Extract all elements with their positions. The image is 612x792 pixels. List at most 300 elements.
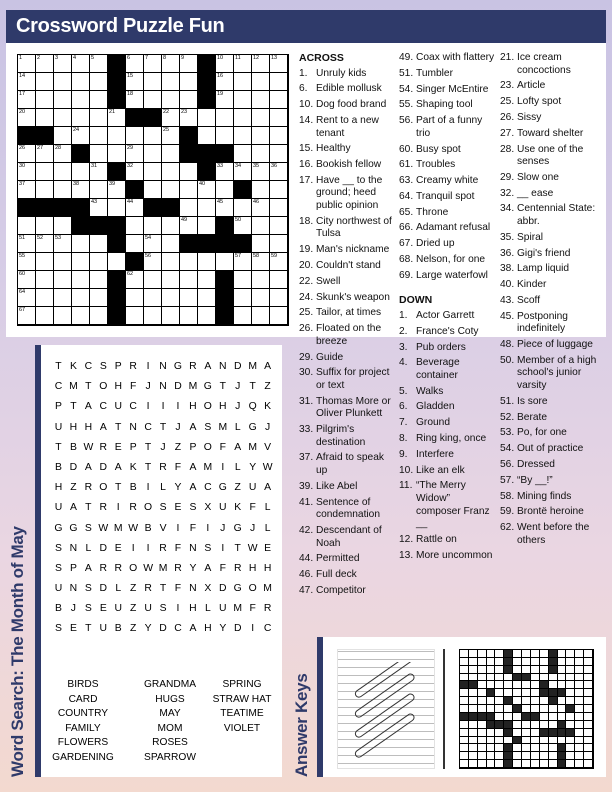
wordsearch-letter: M — [233, 603, 243, 615]
crossword-cell[interactable] — [216, 253, 234, 271]
crossword-cell[interactable] — [216, 127, 234, 145]
crossword-cell[interactable] — [72, 109, 90, 127]
crossword-cell[interactable] — [162, 289, 180, 307]
crossword-cell[interactable] — [72, 289, 90, 307]
wordsearch-letter: T — [115, 482, 122, 494]
crossword-cell[interactable] — [144, 73, 162, 91]
crossword-cell[interactable] — [234, 55, 252, 73]
wordsearch-letter: D — [174, 381, 182, 393]
crossword-cell[interactable] — [270, 199, 288, 217]
crossword-cell[interactable] — [36, 73, 54, 91]
answer-key-cell — [584, 729, 593, 737]
answer-key-cell — [495, 721, 504, 729]
wordsearch-letter: J — [220, 522, 226, 534]
crossword-cell[interactable] — [126, 235, 144, 253]
answer-key-cell — [549, 737, 558, 745]
crossword-cell[interactable] — [54, 271, 72, 289]
clue-text: Article — [517, 80, 546, 92]
answer-key-cell — [487, 666, 496, 674]
crossword-cell[interactable] — [144, 163, 162, 181]
crossword-cell[interactable] — [144, 271, 162, 289]
crossword-cell[interactable] — [108, 109, 126, 127]
crossword-cell[interactable] — [216, 91, 234, 109]
crossword-cell[interactable] — [126, 55, 144, 73]
crossword-cell[interactable] — [18, 235, 36, 253]
clue-number: 28 — [55, 145, 62, 151]
crossword-cell[interactable] — [72, 163, 90, 181]
clue-number: 20. — [299, 260, 314, 271]
crossword-cell[interactable] — [18, 91, 36, 109]
crossword-cell[interactable] — [198, 307, 216, 325]
answer-key-cell — [460, 705, 469, 713]
clue-number: 11. — [399, 480, 413, 492]
wordsearch-row — [51, 519, 275, 539]
crossword-cell[interactable] — [126, 163, 144, 181]
crossword-cell[interactable] — [180, 55, 198, 73]
crossword-cell[interactable] — [72, 253, 90, 271]
wordsearch-letter: M — [248, 441, 257, 453]
wordsearch-letter: S — [159, 502, 167, 514]
crossword-cell[interactable] — [234, 199, 252, 217]
crossword-cell[interactable] — [252, 235, 270, 253]
crossword-cell[interactable] — [72, 181, 90, 199]
clue-number: 58. — [500, 490, 515, 502]
clue — [399, 144, 497, 157]
crossword-cell[interactable] — [54, 55, 72, 73]
crossword-cell[interactable] — [252, 253, 270, 271]
crossword-cell[interactable] — [90, 109, 108, 127]
answer-key-cell — [540, 674, 549, 682]
black-cell — [108, 55, 126, 73]
answer-key-cell — [522, 697, 531, 705]
wordsearch-letter: G — [248, 421, 257, 433]
crossword-cell[interactable] — [270, 235, 288, 253]
crossword-cell[interactable] — [162, 253, 180, 271]
crossword-cell[interactable] — [198, 109, 216, 127]
wordsearch-letter: M — [113, 522, 123, 534]
crossword-cell[interactable] — [252, 307, 270, 325]
clue-number: 21. — [500, 52, 515, 63]
crossword-cell[interactable] — [270, 73, 288, 91]
crossword-cell[interactable] — [144, 289, 162, 307]
crossword-cell[interactable] — [198, 181, 216, 199]
crossword-cell[interactable] — [144, 55, 162, 73]
crossword-cell[interactable] — [54, 127, 72, 145]
crossword-cell[interactable] — [234, 163, 252, 181]
crossword-cell[interactable] — [72, 73, 90, 91]
answer-key-cell — [566, 713, 575, 721]
crossword-cell[interactable] — [252, 109, 270, 127]
black-cell — [216, 235, 234, 253]
wordsearch-letter: R — [129, 502, 137, 514]
crossword-cell[interactable] — [216, 163, 234, 181]
crossword-cell[interactable] — [36, 163, 54, 181]
wordsearch-letter: R — [159, 461, 167, 473]
crossword-cell[interactable] — [180, 73, 198, 91]
crossword-cell[interactable] — [234, 127, 252, 145]
crossword-cell[interactable] — [198, 217, 216, 235]
answer-key-cell — [549, 666, 558, 674]
crossword-cell[interactable] — [162, 55, 180, 73]
crossword-cell[interactable] — [108, 253, 126, 271]
wordsearch-letter: S — [84, 583, 92, 595]
crossword-cell[interactable] — [162, 307, 180, 325]
black-cell — [216, 289, 234, 307]
clue-number: 14. — [299, 114, 314, 126]
wordsearch-letter: I — [131, 542, 135, 554]
crossword-cell[interactable] — [252, 55, 270, 73]
clue-text: Troubles — [416, 159, 456, 171]
crossword-cell[interactable] — [18, 163, 36, 181]
crossword-cell[interactable] — [252, 217, 270, 235]
crossword-cell[interactable] — [54, 253, 72, 271]
crossword-cell[interactable] — [234, 145, 252, 163]
crossword-cell[interactable] — [198, 253, 216, 271]
crossword-cell[interactable] — [234, 289, 252, 307]
answer-key-cell — [460, 689, 469, 697]
crossword-cell[interactable] — [54, 217, 72, 235]
crossword-cell[interactable] — [54, 181, 72, 199]
crossword-cell[interactable] — [234, 253, 252, 271]
clue — [500, 52, 604, 77]
clue-number: 21 — [109, 109, 116, 115]
wordsearch-letter: Z — [129, 603, 137, 615]
answer-key-cell — [540, 705, 549, 713]
crossword-cell[interactable] — [36, 217, 54, 235]
answer-key-cell — [495, 729, 504, 737]
crossword-cell[interactable] — [198, 271, 216, 289]
crossword-cell[interactable] — [270, 181, 288, 199]
crossword-cell[interactable] — [54, 73, 72, 91]
crossword-cell[interactable] — [18, 271, 36, 289]
crossword-cell[interactable] — [162, 271, 180, 289]
clue-number: 54 — [145, 235, 152, 241]
crossword-cell[interactable] — [36, 181, 54, 199]
answer-key-cell — [495, 666, 504, 674]
answer-key-cell — [522, 658, 531, 666]
crossword-cell[interactable] — [234, 109, 252, 127]
crossword-cell[interactable] — [180, 109, 198, 127]
crossword-cell[interactable] — [72, 127, 90, 145]
clue-number: 56 — [145, 253, 152, 259]
answer-key-cell — [549, 697, 558, 705]
clue-number: 64. — [399, 190, 414, 202]
crossword-cell[interactable] — [162, 217, 180, 235]
black-cell — [234, 181, 252, 199]
crossword-cell[interactable] — [126, 91, 144, 109]
crossword-cell[interactable] — [90, 199, 108, 217]
answer-key-cell — [460, 650, 469, 658]
crossword-cell[interactable] — [252, 73, 270, 91]
crossword-cell[interactable] — [144, 181, 162, 199]
crossword-cell[interactable] — [252, 181, 270, 199]
crossword-cell[interactable] — [162, 91, 180, 109]
crossword-cell[interactable] — [180, 271, 198, 289]
crossword-cell[interactable] — [162, 127, 180, 145]
crossword-cell[interactable] — [252, 199, 270, 217]
crossword-cell[interactable] — [90, 91, 108, 109]
crossword-cell[interactable] — [90, 181, 108, 199]
crossword-cell[interactable] — [180, 199, 198, 217]
crossword-cell[interactable] — [18, 289, 36, 307]
crossword-cell[interactable] — [72, 91, 90, 109]
crossword-cell[interactable] — [216, 73, 234, 91]
crossword-cell[interactable] — [126, 127, 144, 145]
crossword-cell[interactable] — [90, 271, 108, 289]
wordsearch-letter: H — [248, 562, 257, 574]
crossword-cell[interactable] — [162, 163, 180, 181]
crossword-cell[interactable] — [270, 253, 288, 271]
wordsearch-letter: A — [189, 482, 197, 494]
clue — [399, 84, 497, 97]
crossword-cell[interactable] — [54, 109, 72, 127]
clue-number: 13. — [399, 549, 414, 561]
crossword-cell[interactable] — [180, 307, 198, 325]
crossword-cell[interactable] — [18, 109, 36, 127]
crossword-cell[interactable] — [36, 55, 54, 73]
wordsearch-letter: H — [219, 401, 227, 413]
crossword-cell[interactable] — [90, 307, 108, 325]
clue-number: 23 — [181, 109, 188, 115]
answer-key-cell — [558, 658, 567, 666]
answer-key-cell — [531, 666, 540, 674]
clue-text: Man's nickname — [316, 244, 390, 256]
answer-key-cell — [513, 681, 522, 689]
wordsearch-letter: W — [98, 522, 109, 534]
crossword-cell[interactable] — [54, 307, 72, 325]
crossword-cell[interactable] — [162, 235, 180, 253]
answer-key-cell — [504, 760, 513, 768]
crossword-cell[interactable] — [18, 217, 36, 235]
wordsearch-letter: G — [54, 522, 63, 534]
clue-text: Ice cream concoctions — [517, 52, 571, 76]
crossword-cell[interactable] — [54, 145, 72, 163]
crossword-cell[interactable] — [180, 91, 198, 109]
clue-text: “By __!” — [517, 474, 553, 486]
crossword-cell[interactable] — [36, 307, 54, 325]
crossword-cell[interactable] — [144, 145, 162, 163]
answer-key-cell — [540, 697, 549, 705]
wordsearch-letter: U — [54, 502, 63, 514]
crossword-cell[interactable] — [252, 145, 270, 163]
answer-key-cell — [478, 713, 487, 721]
crossword-cell[interactable] — [90, 253, 108, 271]
crossword-cell[interactable] — [90, 235, 108, 253]
crossword-cell[interactable] — [270, 217, 288, 235]
clue-number: 53. — [500, 427, 515, 439]
crossword-cell[interactable] — [108, 181, 126, 199]
crossword-cell[interactable] — [90, 145, 108, 163]
clue-text: Sissy — [517, 111, 542, 123]
crossword-cell[interactable] — [90, 127, 108, 145]
crossword-cell[interactable] — [126, 217, 144, 235]
crossword-cell[interactable] — [270, 163, 288, 181]
crossword-cell[interactable] — [162, 145, 180, 163]
wordsearch-letter: H — [204, 623, 212, 635]
wordsearch-letter: R — [174, 562, 182, 574]
crossword-cell[interactable] — [126, 289, 144, 307]
wordsearch-letter: R — [233, 562, 242, 574]
crossword-cell[interactable] — [270, 271, 288, 289]
crossword-cell[interactable] — [180, 181, 198, 199]
crossword-cell[interactable] — [180, 253, 198, 271]
answer-key-cell — [531, 713, 540, 721]
answer-key-cell — [531, 689, 540, 697]
clue-text: Ring king, once — [416, 433, 487, 444]
wordsearch-letter: O — [99, 482, 108, 494]
crossword-cell[interactable] — [18, 55, 36, 73]
crossword-cell[interactable] — [126, 145, 144, 163]
crossword-cell[interactable] — [126, 271, 144, 289]
crossword-cell[interactable] — [216, 181, 234, 199]
answer-key-cell — [513, 674, 522, 682]
crossword-cell[interactable] — [198, 199, 216, 217]
wordsearch-letter: E — [264, 542, 272, 554]
crossword-cell[interactable] — [198, 127, 216, 145]
crossword-cell[interactable] — [198, 289, 216, 307]
crossword-cell[interactable] — [36, 109, 54, 127]
crossword-cell[interactable] — [144, 307, 162, 325]
crossword-cell[interactable] — [144, 127, 162, 145]
crossword-cell[interactable] — [54, 163, 72, 181]
crossword-cell[interactable] — [270, 289, 288, 307]
clue-number: 35. — [500, 231, 515, 243]
clue-number: 10. — [299, 99, 314, 111]
crossword-cell[interactable] — [252, 271, 270, 289]
crossword-cell[interactable] — [180, 163, 198, 181]
wordsearch-word: COUNTRY — [57, 708, 109, 719]
crossword-cell[interactable] — [36, 91, 54, 109]
clue-text: Gigi's friend — [517, 247, 571, 259]
crossword-cell[interactable] — [162, 73, 180, 91]
wordsearch-letter: A — [204, 361, 212, 372]
crossword-cell[interactable] — [108, 127, 126, 145]
clue — [500, 475, 604, 488]
wordsearch-letter: A — [189, 623, 197, 635]
crossword-cell[interactable] — [144, 91, 162, 109]
crossword-cell[interactable] — [18, 73, 36, 91]
crossword-cell[interactable] — [144, 217, 162, 235]
clue — [299, 424, 395, 449]
wordsearch-letter: K — [129, 461, 137, 473]
crossword-cell[interactable] — [72, 235, 90, 253]
crossword-cell[interactable] — [270, 55, 288, 73]
answer-key-cell — [469, 681, 478, 689]
crossword-cell[interactable] — [72, 271, 90, 289]
crossword-cell[interactable] — [216, 199, 234, 217]
wordsearch-letter: Z — [129, 623, 137, 635]
wordsearch-letter: I — [146, 361, 150, 372]
crossword-cell[interactable] — [54, 91, 72, 109]
crossword-cell[interactable] — [144, 235, 162, 253]
clue-number: 26. — [299, 323, 314, 335]
crossword-cell[interactable] — [18, 253, 36, 271]
answer-key-cell — [558, 721, 567, 729]
clue — [399, 386, 497, 399]
crossword-cell[interactable] — [108, 145, 126, 163]
crossword-cell[interactable] — [72, 55, 90, 73]
wordsearch-letter: Y — [189, 562, 197, 574]
crossword-cell[interactable] — [234, 91, 252, 109]
crossword-cell[interactable] — [36, 253, 54, 271]
crossword-cell[interactable] — [252, 163, 270, 181]
answer-key-cell — [487, 650, 496, 658]
crossword-cell[interactable] — [108, 199, 126, 217]
crossword-cell[interactable] — [180, 217, 198, 235]
clue-text: Mining finds — [517, 490, 572, 502]
crossword-cell[interactable] — [36, 235, 54, 253]
crossword-cell[interactable] — [162, 109, 180, 127]
wordsearch-letter: I — [161, 401, 165, 413]
crossword-cell[interactable] — [270, 145, 288, 163]
clue — [399, 326, 497, 339]
crossword-cell[interactable] — [90, 55, 108, 73]
clue — [500, 339, 604, 352]
crossword-cell[interactable] — [54, 235, 72, 253]
crossword-cell[interactable] — [270, 109, 288, 127]
crossword-cell[interactable] — [252, 91, 270, 109]
answer-key-cell — [478, 752, 487, 760]
crossword-cell[interactable] — [252, 289, 270, 307]
clue-text: City northwest of Tulsa — [316, 215, 392, 240]
crossword-cell[interactable] — [90, 73, 108, 91]
crossword-cell[interactable] — [126, 199, 144, 217]
clue-number: 24 — [73, 127, 80, 133]
crossword-cell[interactable] — [144, 253, 162, 271]
crossword-cell[interactable] — [270, 127, 288, 145]
wordsearch-letter: X — [204, 583, 212, 595]
answer-key-cell — [513, 729, 522, 737]
answer-key-cell — [495, 705, 504, 713]
wordsearch-letter: O — [203, 441, 212, 453]
wordsearch-letter: K — [69, 361, 77, 372]
crossword-cell[interactable] — [18, 181, 36, 199]
clue-number: 32. — [500, 187, 515, 199]
answer-key-cell — [522, 721, 531, 729]
crossword-cell[interactable] — [234, 307, 252, 325]
crossword-cell[interactable] — [90, 163, 108, 181]
crossword-cell[interactable] — [162, 181, 180, 199]
crossword-cell[interactable] — [126, 307, 144, 325]
crossword-cell[interactable] — [36, 145, 54, 163]
crossword-cell[interactable] — [72, 307, 90, 325]
crossword-cell[interactable] — [90, 289, 108, 307]
crossword-cell[interactable] — [270, 307, 288, 325]
crossword-cell[interactable] — [216, 109, 234, 127]
answer-key-cell — [531, 674, 540, 682]
crossword-cell[interactable] — [36, 289, 54, 307]
black-cell — [162, 199, 180, 217]
crossword-cell[interactable] — [270, 91, 288, 109]
crossword-cell[interactable] — [18, 145, 36, 163]
crossword-cell[interactable] — [234, 73, 252, 91]
crossword-cell[interactable] — [252, 127, 270, 145]
crossword-cell[interactable] — [216, 55, 234, 73]
answer-key-cell — [460, 713, 469, 721]
crossword-cell[interactable] — [180, 289, 198, 307]
answer-key-cell — [558, 681, 567, 689]
clue-text: Swell — [316, 275, 341, 287]
crossword-cell[interactable] — [36, 271, 54, 289]
crossword-cell[interactable] — [234, 271, 252, 289]
crossword-cell[interactable] — [18, 307, 36, 325]
crossword-cell[interactable] — [234, 217, 252, 235]
crossword-cell[interactable] — [126, 73, 144, 91]
black-cell — [198, 73, 216, 91]
wordsearch-letter: F — [249, 502, 256, 514]
wordsearch-letter: A — [189, 461, 197, 473]
crossword-cell[interactable] — [54, 289, 72, 307]
